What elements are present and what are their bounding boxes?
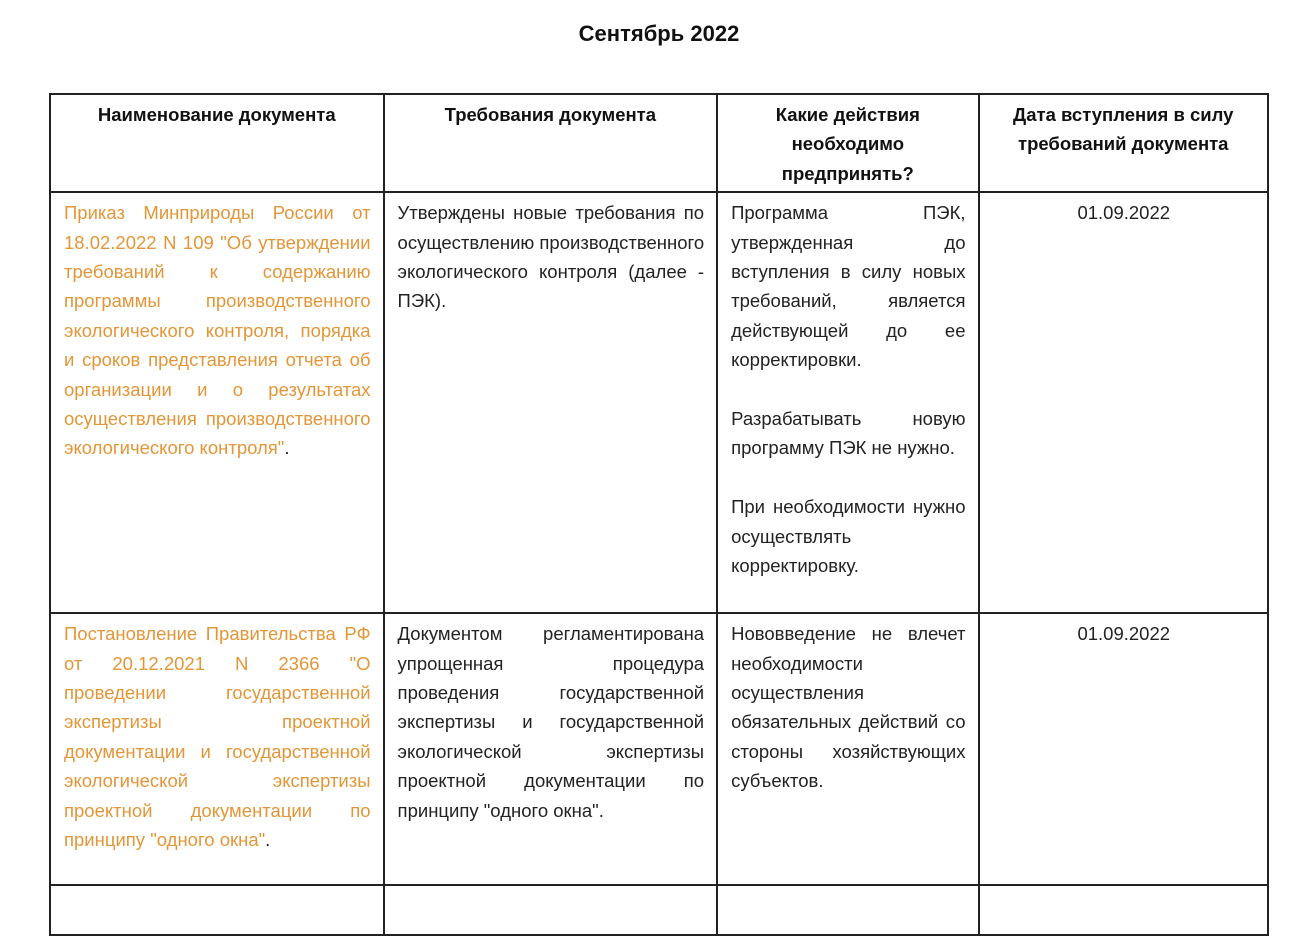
page-title: Сентябрь 2022	[578, 21, 740, 46]
action-paragraph: Разрабатывать новую программу ПЭК не нужно.	[731, 408, 966, 459]
action-paragraph: Нововведение не влечет необходимости осуществления обязательных действий со стороны хозяйствующих субъектов.	[731, 623, 966, 792]
cell-requirements: Документом регламентирована упрощенная процедура проведения государственной экспертизы и государственной экологической экспертизы проектной документации по принципу "одного окна".	[384, 613, 718, 885]
cell-document-name	[50, 613, 384, 885]
cell-requirements: Утверждены новые требования по осуществлению производственного экологического контроля (далее - ПЭК).	[384, 192, 718, 613]
cell-document-name	[50, 192, 384, 613]
cell-actions	[717, 613, 978, 885]
documents-table	[49, 93, 1269, 936]
header-actions: Какие действия необходимо предпринять?	[717, 94, 978, 192]
document-link[interactable]: Приказ Минприроды России от 18.02.2022 N 109 "Об утверждении требований к содержанию программы производственного экологического контроля, порядка и сроков представления отчета об организации и о результатах осуществления производственного экологического контроля"	[64, 202, 371, 459]
header-document-name: Наименование документа	[50, 94, 384, 192]
action-paragraph: При необходимости нужно осуществлять корректировку.	[731, 496, 966, 577]
document-link[interactable]: Постановление Правительства РФ от 20.12.2021 N 2366 "О проведении государственной экспертизы проектной документации и государственной экологической экспертизы проектной документации по принципу "одного окна"	[64, 623, 371, 851]
action-paragraph: Программа ПЭК, утвержденная до вступления в силу новых требований, является действующей до ее корректировки.	[731, 202, 966, 371]
table-header-row	[50, 94, 1268, 192]
cell-effective-date: 01.09.2022	[979, 192, 1268, 613]
document-name-suffix: .	[265, 829, 271, 851]
table-row	[50, 613, 1268, 885]
header-effective-date: Дата вступления в силу требований документа	[979, 94, 1268, 192]
cell-actions	[717, 192, 978, 613]
table-row	[50, 192, 1268, 613]
document-name-suffix: .	[284, 437, 290, 459]
header-requirements: Требования документа	[384, 94, 718, 192]
cell-effective-date: 01.09.2022	[979, 613, 1268, 885]
